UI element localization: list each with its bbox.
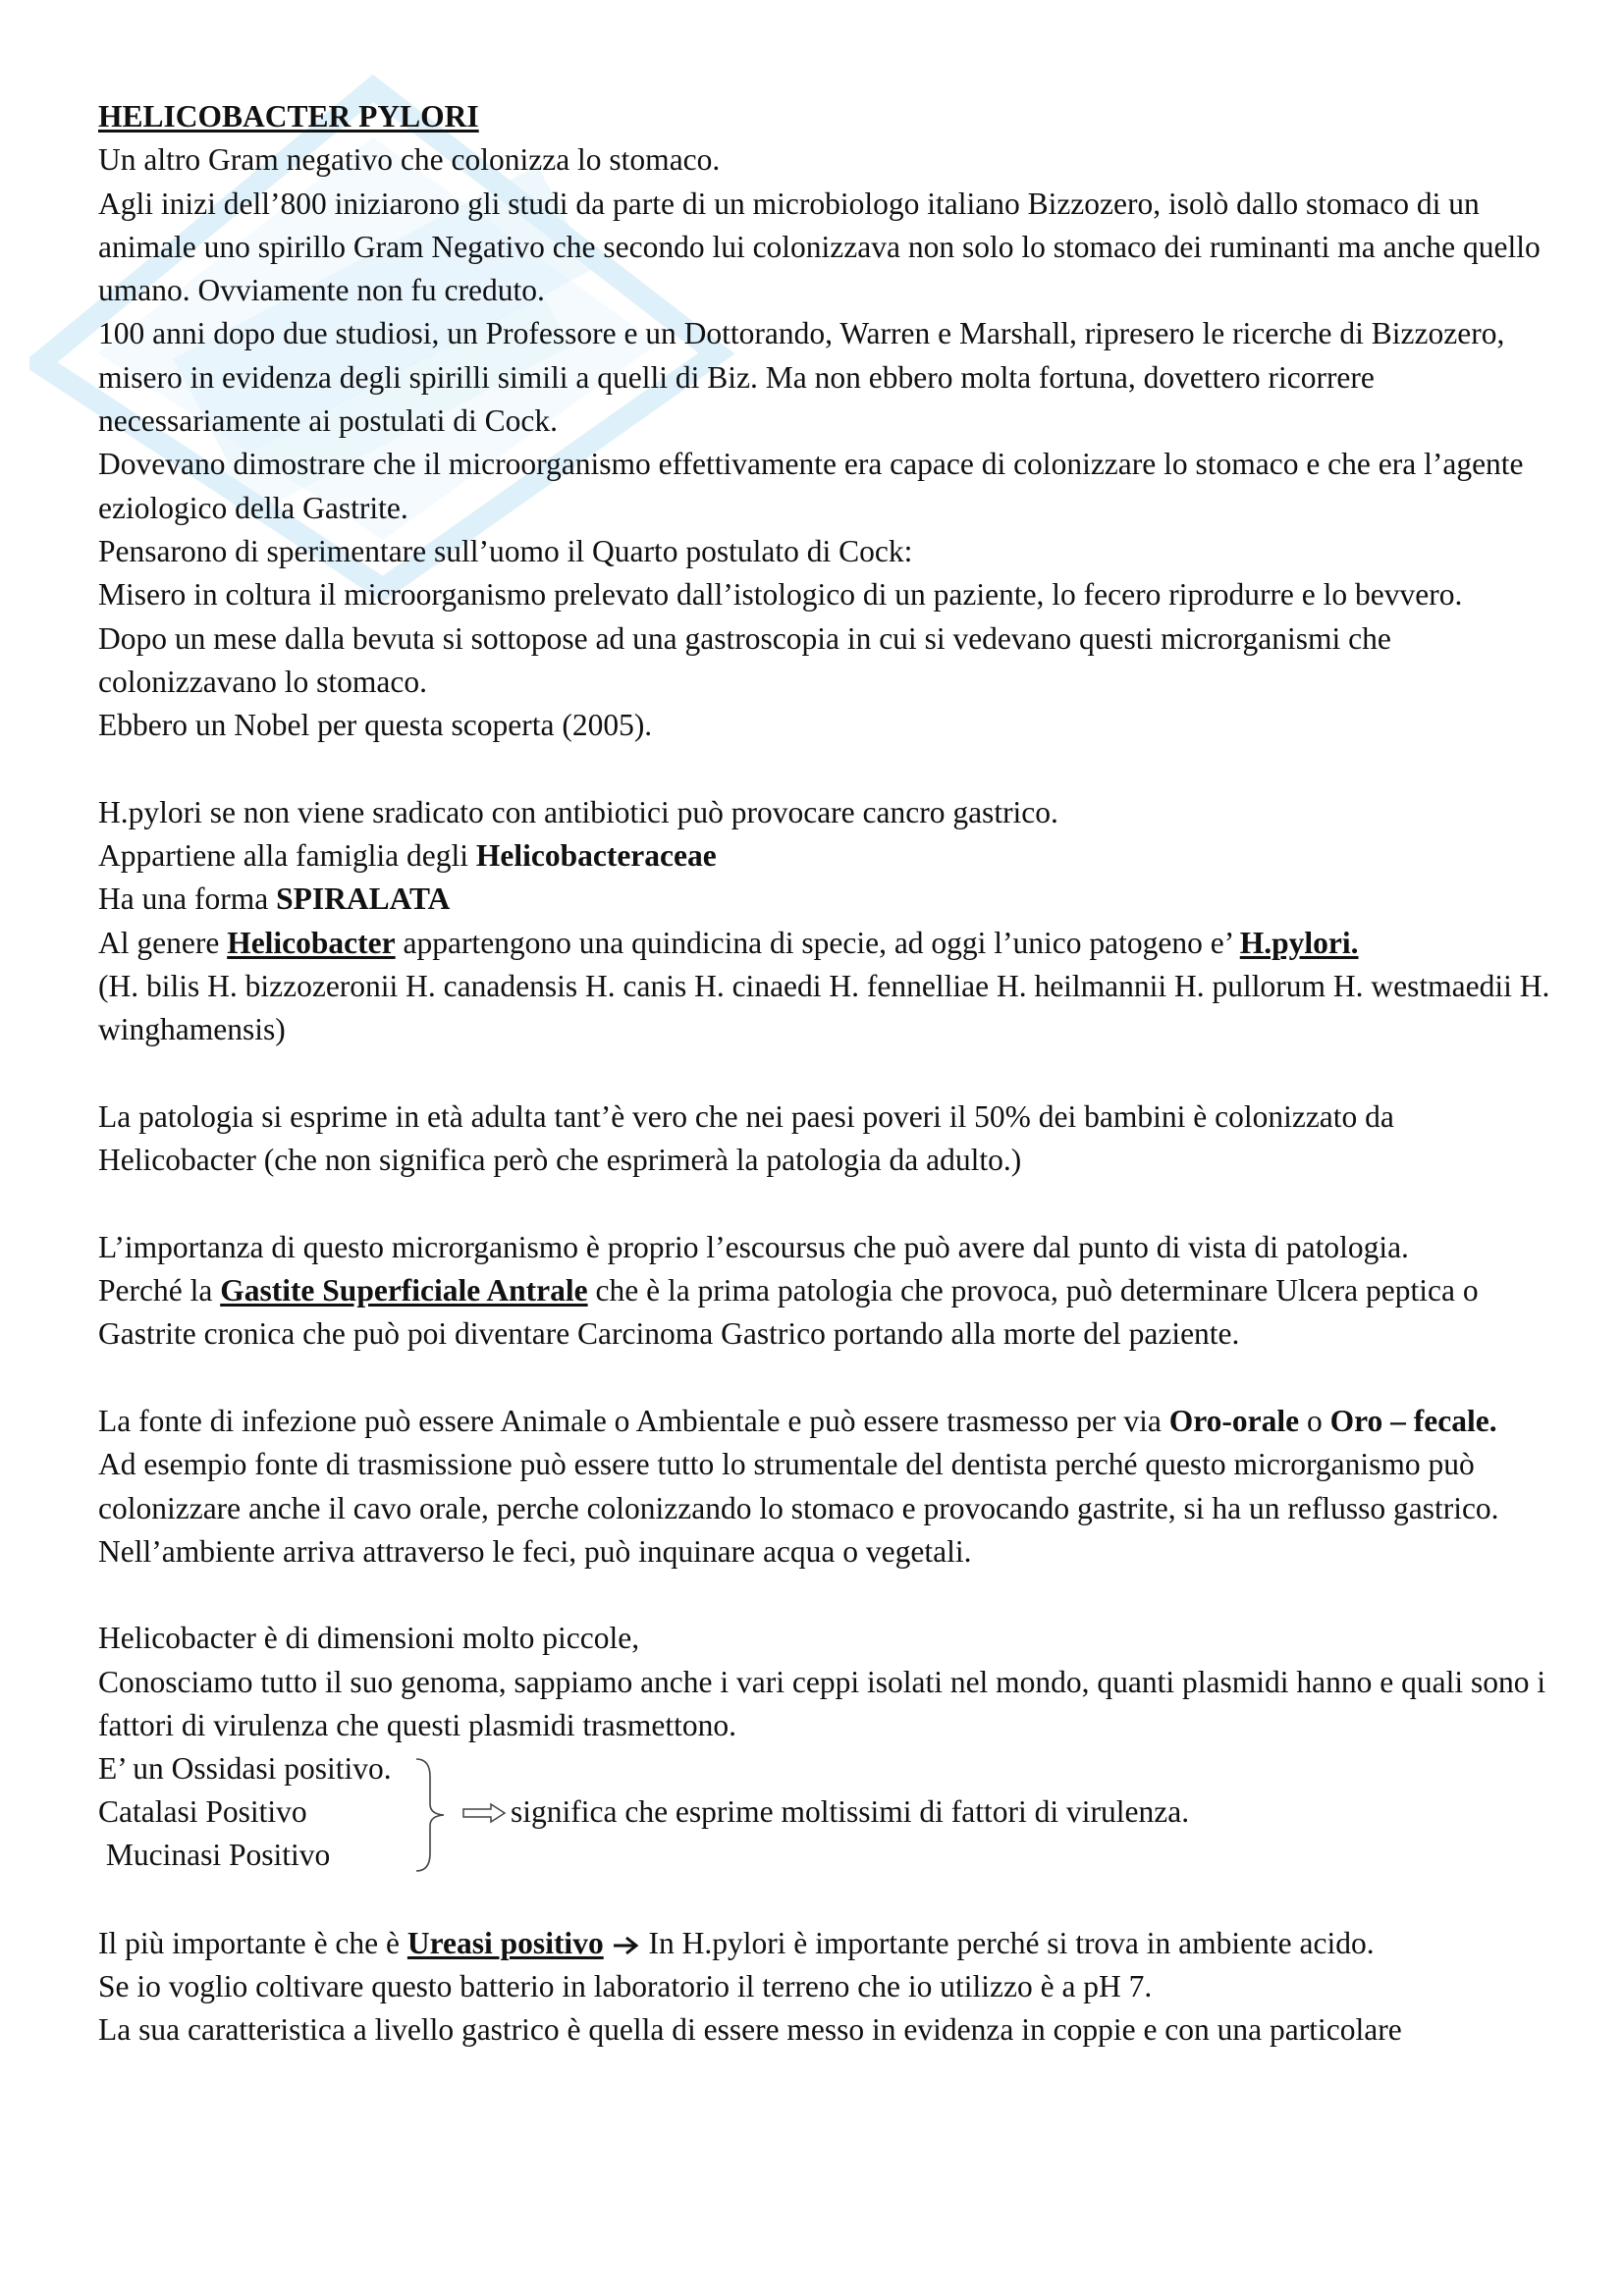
enzyme-item: Mucinasi Positivo [98,1838,331,1873]
paragraph: Un altro Gram negativo che colonizza lo stomaco. [98,142,721,178]
blank-line [98,1357,1551,1400]
blank-line [98,1182,1551,1225]
paragraph: Agli inizi dell’800 iniziarono gli studi da parte di un microbiologo italiano Bizzozero, isolò dallo stomaco di un animale uno spirillo Gram Negativo che secondo lui colonizzava non solo lo stomaco dei ruminanti ma anche quello umano. Ovviamente non fu creduto. [98,186,1541,308]
paragraph: 100 anni dopo due studiosi, un Professore e un Dottorando, Warren e Marshall, ripresero le ricerche di Bizzozero, misero in evidenza degli spirilli simili a quelli di Biz. Ma non ebbero molta fortuna, dovettero ricorrere necessariamente ai postulati di Cock. [98,316,1505,439]
species-term: H.pylori. [1239,925,1359,960]
text-run: che è la prima patologia che provoca, può determinare Ulcera peptica o Gastrite cronica che può poi diventare Carcinoma Gastrico portando alla morte del paziente. [98,1273,1479,1352]
paragraph: Dopo un mese dalla bevuta si sottopose ad una gastroscopia in cui si vedevano questi microrganismi che colonizzavano lo stomaco. [98,620,1391,699]
text-run: La fonte di infezione può essere Animale o Ambientale e può essere trasmesso per via [98,1403,1169,1438]
hollow-arrow-icon [461,1802,507,1824]
title-text: HELICOBACTER PYLORI [98,99,479,133]
paragraph [98,834,1551,878]
text-run: Il più importante è che è [98,1925,407,1960]
pathology-term: Gastite Superficiale Antrale [220,1273,588,1308]
text-run: In H.pylori è importante perché si trova in ambiente acido. [640,1925,1375,1960]
paragraph [98,1400,1551,1443]
paragraph: Se io voglio coltivare questo batterio in laboratorio il terreno che io utilizzo è a pH 7. [98,1968,1153,2003]
brace-icon [412,1757,448,1873]
enzyme-item: Catalasi Positivo [98,1794,307,1830]
text-run: o [1299,1403,1330,1438]
paragraph: Helicobacter è di dimensioni molto piccole, [98,1621,640,1656]
paragraph: La patologia si esprime in età adulta tant’è vero che nei paesi poveri il 50% dei bambini è colonizzato da Helicobacter (che non significa però che esprimerà la patologia da adulto.) [98,1098,1394,1178]
urease-term: Ureasi positivo [406,1925,604,1960]
paragraph: Ebbero un Nobel per questa scoperta (2005). [98,708,653,743]
paragraph [98,878,1551,921]
paragraph: Pensarono di sperimentare sull’uomo il Quarto postulato di Cock: [98,533,913,568]
shape-term: SPIRALATA [276,881,451,917]
paragraph: Ad esempio fonte di trasmissione può essere tutto lo strumentale del dentista perché questo microrganismo può colonizzare anche il cavo orale, perche colonizzando lo stomaco e provocando gastrite, si ha un reflusso gastrico. [98,1447,1499,1525]
enzyme-list [98,1747,1551,1878]
paragraph [98,1922,1551,1965]
brace-note: significa che esprime moltissimi di fattori di virulenza. [511,1794,1190,1830]
paragraph [98,922,1551,965]
paragraph: Misero in coltura il microorganismo prelevato dall’istologico di un paziente, lo fecero riprodurre e lo bevvero. [98,577,1463,613]
text-run: Appartiene alla famiglia degli [98,838,476,874]
text-run: appartengono una quindicina di specie, ad oggi l’unico patogeno e’ [395,925,1240,960]
paragraph: Nell’ambiente arriva attraverso le feci, può inquinare acqua o vegetali. [98,1533,972,1569]
enzyme-item: E’ un Ossidasi positivo. [98,1751,392,1787]
blank-line [98,1052,1551,1095]
route-term: Oro-orale [1168,1403,1300,1438]
paragraph: Conosciamo tutto il suo genoma, sappiamo anche i vari ceppi isolati nel mondo, quanti plasmidi hanno e quali sono i fattori di virulenza che questi plasmidi trasmettono. [98,1664,1546,1742]
paragraph: La sua caratteristica a livello gastrico è quella di essere messo in evidenza in coppie e con una particolare [98,2012,1402,2048]
paragraph: H.pylori se non viene sradicato con antibiotici può provocare cancro gastrico. [98,794,1058,829]
blank-line [98,1878,1551,1921]
text-run: Al genere [98,925,228,960]
document-body [98,95,1551,2052]
arrow-right-icon [612,1935,641,1956]
paragraph: L’importanza di questo microrganismo è proprio l’escoursus che può avere dal punto di vista di patologia. [98,1229,1409,1264]
blank-line [98,747,1551,790]
family-name: Helicobacteraceae [475,838,717,874]
genus-term: Helicobacter [227,925,396,960]
paragraph: Dovevano dimostrare che il microorganismo effettivamente era capace di colonizzare lo stomaco e che era l’agente eziologico della Gastrite. [98,447,1524,525]
text-run: Perché la [98,1273,221,1308]
blank-line [98,1574,1551,1617]
paragraph: (H. bilis H. bizzozeronii H. canadensis H. canis H. cinaedi H. fennelliae H. heilmannii H. pullorum H. westmaedii H. winghamensis) [98,968,1550,1047]
text-run: Ha una forma [98,881,277,917]
paragraph [98,1269,1551,1357]
route-term: Oro – fecale. [1329,1403,1497,1438]
page-title [98,95,1551,138]
